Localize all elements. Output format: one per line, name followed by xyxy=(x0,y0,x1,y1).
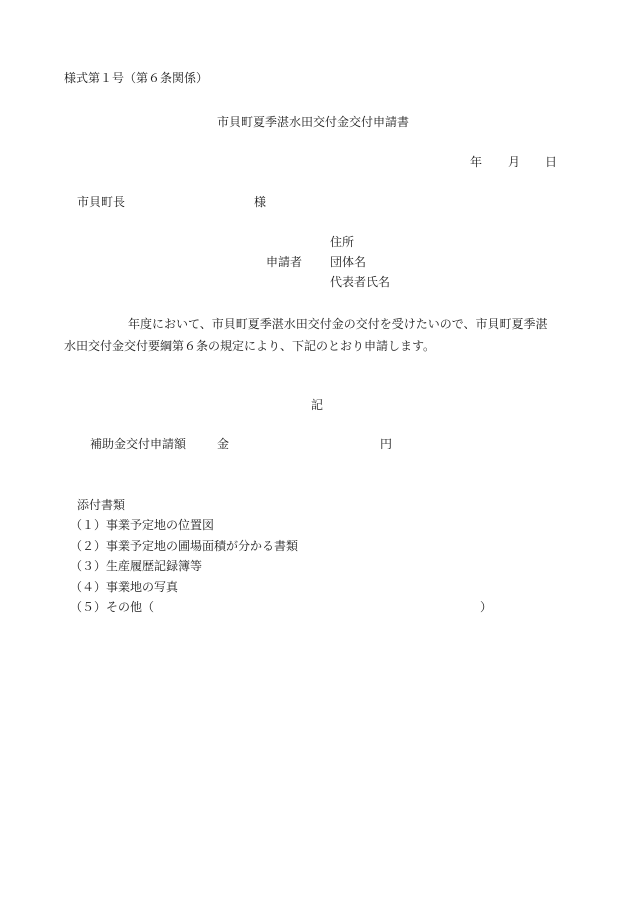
applicant-representative-label: 代表者氏名 xyxy=(330,275,391,289)
attachment-item-4: （４）事業地の写真 xyxy=(70,580,179,594)
date-year: 年 xyxy=(470,155,483,169)
amount-prefix: 金 xyxy=(217,437,230,451)
applicant-label: 申請者 xyxy=(266,255,303,269)
applicant-organization-label: 団体名 xyxy=(330,255,367,269)
amount-label: 補助金交付申請額 xyxy=(90,437,187,451)
date-day: 日 xyxy=(545,155,558,169)
addressee-honorific: 様 xyxy=(254,195,267,209)
applicant-address-label: 住所 xyxy=(330,235,355,249)
attachment-item-5: （５）その他（ xyxy=(70,600,155,614)
form-number: 様式第１号（第６条関係） xyxy=(64,71,209,85)
document-title: 市貝町夏季湛水田交付金交付申請書 xyxy=(217,115,410,129)
body-text-line-2: 水田交付金交付要綱第６条の規定により、下記のとおり申請します。 xyxy=(64,339,436,353)
ki-heading: 記 xyxy=(311,398,324,412)
attachment-item-2: （２）事業予定地の圃場面積が分かる書類 xyxy=(70,539,299,553)
body-text-line-1: 年度において、市貝町夏季湛水田交付金の交付を受けたいので、市貝町夏季湛 xyxy=(128,317,548,331)
attachment-item-3: （３）生産履歴記録簿等 xyxy=(70,559,203,573)
attachment-item-1: （１）事業予定地の位置図 xyxy=(70,518,215,532)
amount-unit: 円 xyxy=(380,437,393,451)
attachment-item-5-close-paren: ） xyxy=(480,600,493,614)
attachments-heading: 添付書類 xyxy=(77,498,126,512)
date-month: 月 xyxy=(508,155,521,169)
addressee-name: 市貝町長 xyxy=(77,195,126,209)
